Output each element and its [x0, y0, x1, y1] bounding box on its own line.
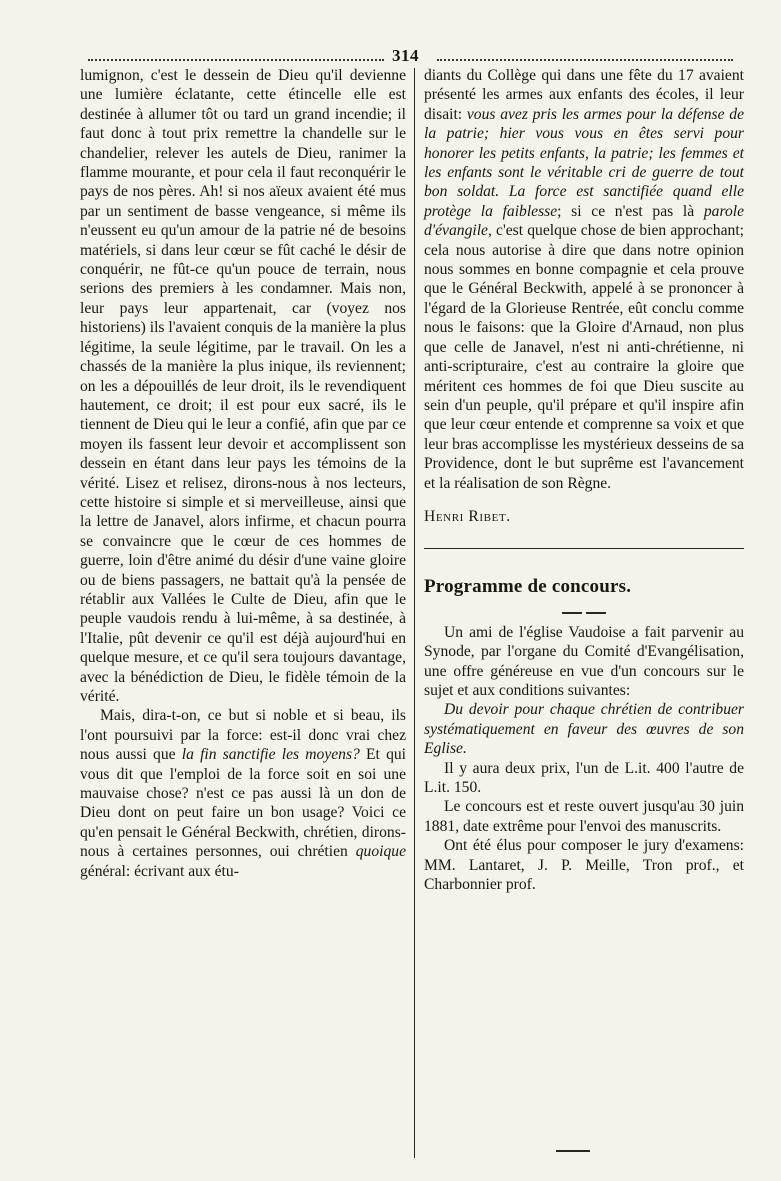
left-column: [80, 66, 406, 881]
author-signature: Henri Ribet.: [424, 507, 511, 525]
text-segment: général: écrivant aux étu-: [80, 862, 239, 880]
paragraph: Un ami de l'église Vaudoise a fait parvenir au Synode, par l'organe du Comité d'Evangélisation, une offre généreuse en vue d'un concours sur le sujet et aux conditions suivantes:: [424, 623, 744, 699]
column-divider: [414, 68, 415, 1158]
italic-segment: parole d'évangile: [424, 202, 745, 240]
header-rule-left: [88, 59, 384, 61]
paragraph: Le concours est et reste ouvert jusqu'au 30 juin 1881, date extrême pour l'envoi des manuscrits.: [424, 798, 744, 835]
heading-dash: [424, 603, 744, 617]
paragraph: [424, 66, 744, 493]
header-rule-right: [437, 59, 733, 61]
paragraph: lumignon, c'est le dessein de Dieu qu'il devienne une lumière éclatante, cette étincelle elle est destinée à allumer tôt ou tard un grand incendie; il faut donc à tout prix remettre la chandelle sur le chandelier, relever les autels de Dieu, ranimer la flamme mourante, et pour cela il faut reconquérir le pays de nos pères. Ah! si nos aïeux avaient été mus par un sentiment de basse vengeance, si même ils n'eussent eu qu'un amour de la patrie né de besoins matériels, si dans leur cœur se fût caché le désir de conquérir, ne fût-ce qu'un pouce de terrain, nous serions des premiers à les condamner. Mais non, leur pays leur appartenait, car (voyez nos historiens) ils l'avaient conquis de la manière la plus légitime, la seule légitime, par le travail. On les a chassés de la manière la plus inique, ils reviennent; on les a dépouillés de leur droit, ils le revendiquent hautement, ce droit; il est pour eux sacré, ils le tiennent de Dieu qui le leur a confié, afin que par ce moyen ils fassent leur devoir et accomplissent son dessein en étant dans leur pays les témoins de la vérité. Lisez et relisez, dirons-nous à nos lecteurs, cette histoire si simple et si merveilleuse, ainsi que la lettre de Janavel, alors infirme, et chacun pourra se convaincre que le cœur de ces hommes de guerre, loin d'être animé du désir d'une vaine gloire ou de biens passagers, ne battait qu'à la pensée de rétablir aux Vallées le Culte de Dieu, afin que le peuple vaudois rendu à lui-même, à sa destinée, à l'Italie, pût devenir ce qu'il est déjà aujourd'hui en quelque mesure, et ce qu'il sera toujours davantage, avec la bénédiction de Dieu, le fidèle témoin de la vérité.: [80, 67, 406, 705]
text-segment: Mais, dira-t-on, ce but si noble et si beau, ils l'ont poursuivi par la force: est-il donc vrai chez nous aussi que: [80, 707, 406, 764]
paragraph: Ont été élus pour composer le jury d'examens: MM. Lantaret, J. P. Meille, Tron prof., et Charbonnier prof.: [424, 837, 744, 894]
end-mark: [556, 1150, 590, 1152]
italic-segment: Du devoir pour chaque chrétien de contribuer systématiquement en faveur des œuvres de son Eglise.: [424, 701, 744, 758]
italic-segment: quoique: [355, 843, 406, 861]
paragraph: [80, 706, 406, 881]
paragraph: Il y aura deux prix, l'un de L.it. 400 l'autre de L.it. 150.: [424, 759, 744, 796]
text-segment: Et qui vous dit que l'emploi de la force soit en soi une mauvaise chose? n'est ce pas aussi là un don de Dieu dont on peut faire un bon usage? Voici ce qu'en pensait le Général Beckwith, chrétien, dirons-nous à certaines personnes, oui chrétien: [80, 746, 406, 861]
text-segment: diants du Collège qui dans une fête du 17 avaient présenté les armes aux enfants des écoles, il leur disait:: [424, 67, 744, 123]
page-number: 314: [392, 46, 419, 65]
italic-segment: la fin sanctifie les moyens?: [181, 746, 360, 764]
italic-paragraph: [424, 700, 744, 758]
section-heading: Programme de concours.: [424, 576, 632, 598]
text-segment: , c'est quelque chose de bien approchant; cela nous autorise à dire que dans notre opinion nous sommes en bonne compagnie et cela prouve que le Général Beckwith, appelé à se prononcer à l'égard de la Glorieuse Rentrée, eût conclu comme nous le faisons: que la Gloire d'Arnaud, non plus que celle de Janavel, n'est ni anti-chrétienne, ni anti-scripturaire, c'est au contraire la gloire que méritent ces hommes de foi que Dieu suscite au sein d'un peuple, qu'il prépare et qu'il inspire afin que leur cœur entende et comprenne sa voix et que leur bras accomplisse les mystérieux desseins de sa Providence, dont le but suprême est l'avancement et la réalisation de son Règne.: [424, 222, 745, 492]
section-separator: [424, 548, 744, 549]
text-segment: ; si ce n'est pas là: [557, 202, 704, 220]
right-column: [424, 66, 744, 894]
italic-segment: vous avez pris les armes pour la défense de la patrie; hier vous vous en êtes servi pour honorer les petits enfants, la patrie; les femmes et les enfants sont le véritable cri de guerre de tout bon soldat. La force est sanctifiée quand elle protège la faiblesse: [424, 105, 744, 220]
